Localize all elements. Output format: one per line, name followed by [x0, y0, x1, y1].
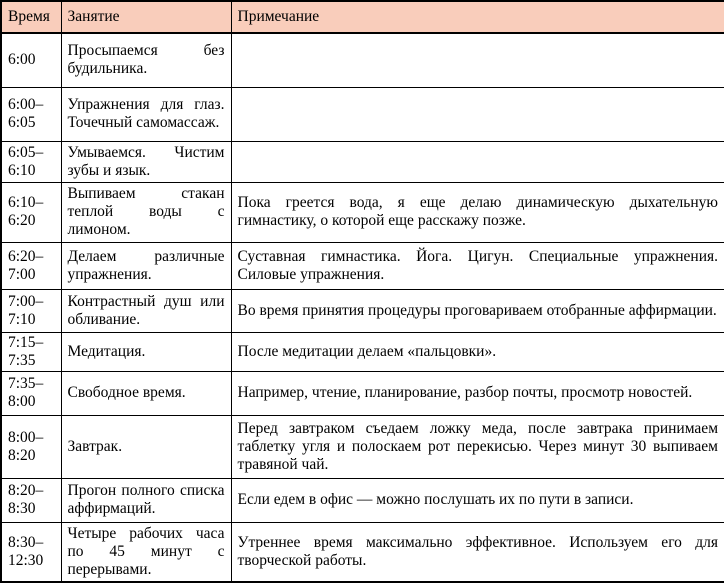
table-row [1, 371, 724, 415]
table-row [1, 33, 724, 87]
column-header-note: Примечание [231, 1, 724, 33]
cell-activity: Медитация. [61, 332, 231, 371]
cell-time: 6:05–6:10 [1, 141, 61, 182]
cell-time: 7:35–8:00 [1, 371, 61, 415]
schedule-table-header [1, 1, 724, 33]
cell-activity: Упражнения для глаз. Точечный самомассаж. [61, 87, 231, 141]
column-header-time: Время [1, 1, 61, 33]
cell-activity: Прогон полного списка аффирмаций. [61, 478, 231, 522]
cell-note [231, 33, 724, 87]
cell-time: 6:00 [1, 33, 61, 87]
cell-activity: Умываемся. Чистим зубы и язык. [61, 141, 231, 182]
cell-activity: Выпиваем стакан теплой воды с лимоном. [61, 182, 231, 242]
schedule-table-body [1, 33, 724, 582]
header-row [1, 1, 724, 33]
table-row [1, 87, 724, 141]
cell-note: Например, чтение, планирование, разбор почты, просмотр новостей. [231, 371, 724, 415]
cell-time: 6:20–7:00 [1, 242, 61, 289]
cell-time: 8:30–12:30 [1, 522, 61, 582]
cell-note: Если едем в офис — можно послушать их по пути в записи. [231, 478, 724, 522]
cell-time: 7:15–7:35 [1, 332, 61, 371]
table-row [1, 332, 724, 371]
cell-activity: Свободное время. [61, 371, 231, 415]
cell-note: Во время принятия процедуры проговариваем отобранные аффирмации. [231, 289, 724, 332]
cell-time: 8:20–8:30 [1, 478, 61, 522]
cell-activity: Завтрак. [61, 415, 231, 478]
table-row [1, 141, 724, 182]
cell-note: Пока греется вода, я еще делаю динамическую дыхательную гимнастику, о которой еще расскажу позже. [231, 182, 724, 242]
cell-activity: Просыпаемся без будильника. [61, 33, 231, 87]
cell-activity: Четыре рабочих часа по 45 минут с перерывами. [61, 522, 231, 582]
table-row [1, 182, 724, 242]
cell-note [231, 141, 724, 182]
table-row [1, 522, 724, 582]
cell-note: Утреннее время максимально эффективное. Используем его для творческой работы. [231, 522, 724, 582]
cell-note: Перед завтраком съедаем ложку меда, после завтрака принимаем таблетку угля и полоскаем рот перекисью. Через минут 30 выпиваем травяной чай. [231, 415, 724, 478]
cell-time: 6:10–6:20 [1, 182, 61, 242]
cell-note: После медитации делаем «пальцовки». [231, 332, 724, 371]
cell-time: 7:00–7:10 [1, 289, 61, 332]
cell-note: Суставная гимнастика. Йога. Цигун. Специальные упражнения. Силовые упражнения. [231, 242, 724, 289]
cell-activity: Контрастный душ или обливание. [61, 289, 231, 332]
column-header-activity: Занятие [61, 1, 231, 33]
cell-note [231, 87, 724, 141]
cell-time: 8:00–8:20 [1, 415, 61, 478]
table-row [1, 289, 724, 332]
table-row [1, 415, 724, 478]
table-row [1, 478, 724, 522]
table-row [1, 242, 724, 289]
cell-activity: Делаем различные упражнения. [61, 242, 231, 289]
cell-time: 6:00–6:05 [1, 87, 61, 141]
